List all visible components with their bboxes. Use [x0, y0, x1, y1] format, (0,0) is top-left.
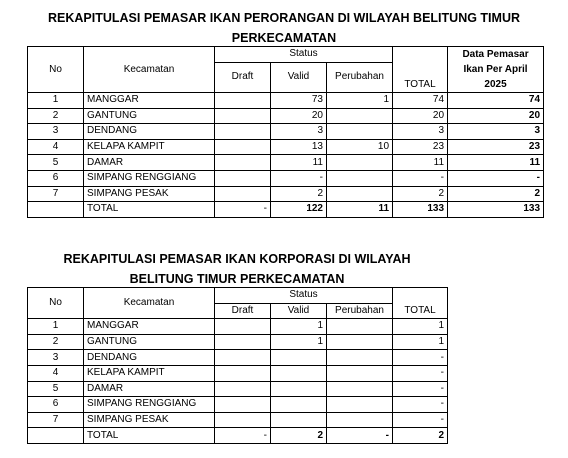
row-total: 20	[393, 108, 448, 124]
header-status: Status	[215, 288, 393, 304]
row-draft	[215, 412, 271, 428]
row-perubahan	[327, 186, 393, 202]
total-row-label: TOTAL	[84, 428, 215, 444]
row-perubahan	[327, 124, 393, 140]
section2-title-line1: REKAPITULASI PEMASAR IKAN KORPORASI DI WILAYAH	[63, 252, 411, 266]
row-kecamatan: DENDANG	[84, 124, 215, 140]
total-row-total: 2	[393, 428, 448, 444]
row-data-pemasar: 23	[448, 139, 544, 155]
table-row	[28, 93, 544, 109]
row-kecamatan: KELAPA KAMPIT	[84, 365, 215, 381]
header-total: TOTAL	[393, 303, 448, 319]
row-draft	[215, 108, 271, 124]
total-row	[28, 202, 544, 218]
row-valid: 11	[271, 155, 327, 171]
header-total: TOTAL	[393, 62, 448, 92]
row-valid: 3	[271, 124, 327, 140]
row-valid: 73	[271, 93, 327, 109]
header-perubahan: Perubahan	[327, 62, 393, 92]
table-row	[28, 319, 448, 335]
row-total: -	[393, 170, 448, 186]
row-total: 11	[393, 155, 448, 171]
section1-title-line2: PERKECAMATAN	[231, 31, 337, 45]
section1-title-line1: REKAPITULASI PEMASAR IKAN PERORANGAN DI WILAYAH BELITUNG TIMUR	[47, 11, 520, 25]
row-draft	[215, 319, 271, 335]
row-valid: 2	[271, 186, 327, 202]
total-row-label: TOTAL	[84, 202, 215, 218]
row-valid	[271, 365, 327, 381]
row-draft	[215, 93, 271, 109]
korporasi-table	[27, 287, 448, 444]
row-kecamatan: KELAPA KAMPIT	[84, 139, 215, 155]
header-draft: Draft	[215, 62, 271, 92]
row-kecamatan: SIMPANG RENGGIANG	[84, 397, 215, 413]
row-total: -	[393, 412, 448, 428]
row-draft	[215, 186, 271, 202]
row-kecamatan: MANGGAR	[84, 319, 215, 335]
row-kecamatan: GANTUNG	[84, 108, 215, 124]
row-valid	[271, 412, 327, 428]
row-valid	[271, 350, 327, 366]
total-row-no	[28, 428, 84, 444]
table-row	[28, 350, 448, 366]
total-row-draft: -	[215, 202, 271, 218]
row-kecamatan: DAMAR	[84, 155, 215, 171]
row-kecamatan: SIMPANG PESAK	[84, 412, 215, 428]
total-row-total: 133	[393, 202, 448, 218]
row-no: 5	[28, 381, 84, 397]
row-perubahan	[327, 334, 393, 350]
row-no: 6	[28, 397, 84, 413]
row-data-pemasar: 74	[448, 93, 544, 109]
row-no: 4	[28, 139, 84, 155]
total-row	[28, 428, 448, 444]
table-row	[28, 186, 544, 202]
row-no: 2	[28, 108, 84, 124]
header-valid: Valid	[271, 303, 327, 319]
row-valid: 1	[271, 319, 327, 335]
row-kecamatan: SIMPANG RENGGIANG	[84, 170, 215, 186]
row-perubahan	[327, 365, 393, 381]
row-draft	[215, 350, 271, 366]
table-row	[28, 108, 544, 124]
row-total: 2	[393, 186, 448, 202]
total-row-no	[28, 202, 84, 218]
header-no: No	[28, 288, 84, 319]
header-perubahan: Perubahan	[327, 303, 393, 319]
total-row-draft: -	[215, 428, 271, 444]
row-no: 7	[28, 412, 84, 428]
row-kecamatan: DAMAR	[84, 381, 215, 397]
total-row-perubahan: 11	[327, 202, 393, 218]
row-draft	[215, 155, 271, 171]
header-total-top	[393, 288, 448, 304]
header-no: No	[28, 47, 84, 93]
row-total: 1	[393, 319, 448, 335]
row-draft	[215, 170, 271, 186]
table-row	[28, 365, 448, 381]
table-row	[28, 334, 448, 350]
row-total: -	[393, 350, 448, 366]
row-data-pemasar: 2	[448, 186, 544, 202]
row-data-pemasar: 20	[448, 108, 544, 124]
section2-title-line2: BELITUNG TIMUR PERKECAMATAN	[129, 272, 345, 286]
row-no: 6	[28, 170, 84, 186]
header-data-pemasar-line2: Ikan Per April	[463, 64, 528, 75]
row-kecamatan: SIMPANG PESAK	[84, 186, 215, 202]
total-row-valid: 122	[271, 202, 327, 218]
table-row	[28, 124, 544, 140]
row-total: -	[393, 397, 448, 413]
row-perubahan	[327, 397, 393, 413]
row-total: 3	[393, 124, 448, 140]
row-perubahan	[327, 170, 393, 186]
header-status: Status	[215, 47, 393, 63]
row-valid: 13	[271, 139, 327, 155]
row-total: 23	[393, 139, 448, 155]
header-valid: Valid	[271, 62, 327, 92]
table-row	[28, 397, 448, 413]
total-row-perubahan: -	[327, 428, 393, 444]
row-draft	[215, 365, 271, 381]
row-total: -	[393, 381, 448, 397]
header-data-pemasar	[448, 47, 544, 93]
row-draft	[215, 381, 271, 397]
table-row	[28, 170, 544, 186]
row-no: 3	[28, 124, 84, 140]
row-total: 1	[393, 334, 448, 350]
row-no: 5	[28, 155, 84, 171]
row-kecamatan: DENDANG	[84, 350, 215, 366]
row-draft	[215, 397, 271, 413]
row-perubahan	[327, 381, 393, 397]
header-data-pemasar-line1: Data Pemasar	[462, 49, 529, 60]
total-row-data-pemasar: 133	[448, 202, 544, 218]
table-row	[28, 412, 448, 428]
row-valid: 1	[271, 334, 327, 350]
header-data-pemasar-line3: 2025	[484, 79, 507, 90]
header-kecamatan: Kecamatan	[84, 47, 215, 93]
row-valid	[271, 381, 327, 397]
row-no: 1	[28, 93, 84, 109]
row-draft	[215, 139, 271, 155]
row-perubahan: 1	[327, 93, 393, 109]
row-perubahan: 10	[327, 139, 393, 155]
table-row	[28, 139, 544, 155]
row-draft	[215, 124, 271, 140]
row-total: -	[393, 365, 448, 381]
row-data-pemasar: 3	[448, 124, 544, 140]
row-no: 7	[28, 186, 84, 202]
row-data-pemasar: 11	[448, 155, 544, 171]
header-total-top	[393, 47, 448, 63]
row-draft	[215, 334, 271, 350]
row-total: 74	[393, 93, 448, 109]
header-kecamatan: Kecamatan	[84, 288, 215, 319]
row-no: 3	[28, 350, 84, 366]
row-perubahan	[327, 350, 393, 366]
row-valid: -	[271, 170, 327, 186]
row-no: 2	[28, 334, 84, 350]
row-kecamatan: GANTUNG	[84, 334, 215, 350]
row-kecamatan: MANGGAR	[84, 93, 215, 109]
row-no: 1	[28, 319, 84, 335]
header-draft: Draft	[215, 303, 271, 319]
row-perubahan	[327, 319, 393, 335]
perorangan-table	[27, 46, 544, 218]
row-no: 4	[28, 365, 84, 381]
row-perubahan	[327, 108, 393, 124]
row-perubahan	[327, 412, 393, 428]
row-valid: 20	[271, 108, 327, 124]
total-row-valid: 2	[271, 428, 327, 444]
row-data-pemasar: -	[448, 170, 544, 186]
table-row	[28, 381, 448, 397]
table-row	[28, 155, 544, 171]
row-perubahan	[327, 155, 393, 171]
row-valid	[271, 397, 327, 413]
